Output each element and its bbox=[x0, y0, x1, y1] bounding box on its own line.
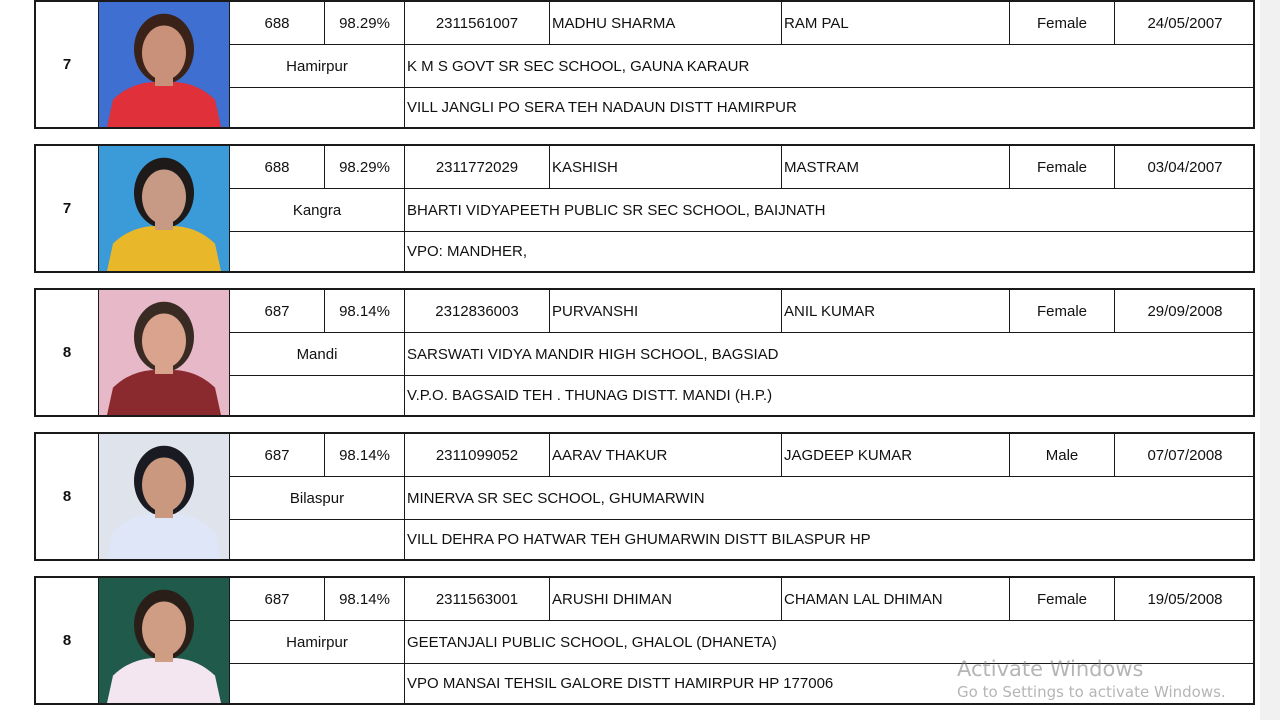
marks-cell: 687 bbox=[230, 434, 325, 477]
empty-cell bbox=[230, 376, 405, 415]
district-cell: Hamirpur bbox=[230, 621, 405, 664]
address-cell: VILL JANGLI PO SERA TEH NADAUN DISTT HAMIRPUR bbox=[407, 99, 797, 116]
roll-number-cell: 2311561007 bbox=[405, 2, 550, 45]
portrait-icon bbox=[99, 578, 229, 703]
district-cell: Hamirpur bbox=[230, 45, 405, 88]
district-cell: Kangra bbox=[230, 189, 405, 232]
student-photo bbox=[99, 2, 230, 127]
student-photo bbox=[99, 146, 230, 271]
percentage-cell: 98.14% bbox=[325, 434, 405, 477]
student-photo bbox=[99, 290, 230, 415]
student-name-cell: KASHISH bbox=[550, 146, 782, 189]
student-name-cell: AARAV THAKUR bbox=[550, 434, 782, 477]
roll-number-cell: 2312836003 bbox=[405, 290, 550, 333]
student-record bbox=[34, 0, 1255, 129]
page-edge bbox=[1260, 0, 1280, 720]
dob-cell: 24/05/2007 bbox=[1115, 2, 1255, 45]
percentage-cell: 98.29% bbox=[325, 146, 405, 189]
father-name-cell: MASTRAM bbox=[782, 146, 1010, 189]
gender-cell: Female bbox=[1010, 146, 1115, 189]
marks-cell: 688 bbox=[230, 2, 325, 45]
address-cell: VPO: MANDHER, bbox=[407, 243, 528, 260]
rank-cell: 7 bbox=[36, 2, 99, 127]
father-name-cell: RAM PAL bbox=[782, 2, 1010, 45]
gender-cell: Female bbox=[1010, 290, 1115, 333]
school-cell: GEETANJALI PUBLIC SCHOOL, GHALOL (DHANETA) bbox=[405, 621, 1255, 664]
father-name-cell: JAGDEEP KUMAR bbox=[782, 434, 1010, 477]
gender-cell: Female bbox=[1010, 2, 1115, 45]
father-name-cell: ANIL KUMAR bbox=[782, 290, 1010, 333]
student-photo bbox=[99, 434, 230, 559]
percentage-cell: 98.14% bbox=[325, 578, 405, 621]
school-cell: SARSWATI VIDYA MANDIR HIGH SCHOOL, BAGSIAD bbox=[405, 333, 1255, 376]
rank-cell: 7 bbox=[36, 146, 99, 271]
gender-cell: Female bbox=[1010, 578, 1115, 621]
empty-cell bbox=[230, 88, 405, 127]
district-cell: Mandi bbox=[230, 333, 405, 376]
dob-cell: 29/09/2008 bbox=[1115, 290, 1255, 333]
student-record bbox=[34, 144, 1255, 273]
student-name-cell: MADHU SHARMA bbox=[550, 2, 782, 45]
rank-cell: 8 bbox=[36, 578, 99, 703]
roll-number-cell: 2311563001 bbox=[405, 578, 550, 621]
empty-cell bbox=[230, 664, 405, 703]
student-name-cell: PURVANSHI bbox=[550, 290, 782, 333]
district-cell: Bilaspur bbox=[230, 477, 405, 520]
student-record bbox=[34, 432, 1255, 561]
watermark-subtitle: Go to Settings to activate Windows. bbox=[957, 683, 1226, 701]
watermark-title: Activate Windows bbox=[957, 657, 1144, 681]
empty-cell bbox=[230, 232, 405, 271]
percentage-cell: 98.14% bbox=[325, 290, 405, 333]
student-name-cell: ARUSHI DHIMAN bbox=[550, 578, 782, 621]
student-record bbox=[34, 576, 1255, 705]
portrait-icon bbox=[99, 434, 229, 559]
marks-cell: 688 bbox=[230, 146, 325, 189]
dob-cell: 03/04/2007 bbox=[1115, 146, 1255, 189]
roll-number-cell: 2311099052 bbox=[405, 434, 550, 477]
portrait-icon bbox=[99, 2, 229, 127]
dob-cell: 07/07/2008 bbox=[1115, 434, 1255, 477]
marks-cell: 687 bbox=[230, 290, 325, 333]
portrait-icon bbox=[99, 146, 229, 271]
portrait-icon bbox=[99, 290, 229, 415]
school-cell: K M S GOVT SR SEC SCHOOL, GAUNA KARAUR bbox=[405, 45, 1255, 88]
address-cell: VILL DEHRA PO HATWAR TEH GHUMARWIN DISTT BILASPUR HP bbox=[407, 531, 871, 548]
empty-cell bbox=[230, 520, 405, 559]
address-cell: VPO MANSAI TEHSIL GALORE DISTT HAMIRPUR HP 177006 bbox=[407, 675, 834, 692]
address-cell: V.P.O. BAGSAID TEH . THUNAG DISTT. MANDI (H.P.) bbox=[407, 387, 773, 404]
rank-cell: 8 bbox=[36, 290, 99, 415]
dob-cell: 19/05/2008 bbox=[1115, 578, 1255, 621]
marks-cell: 687 bbox=[230, 578, 325, 621]
percentage-cell: 98.29% bbox=[325, 2, 405, 45]
gender-cell: Male bbox=[1010, 434, 1115, 477]
rank-cell: 8 bbox=[36, 434, 99, 559]
school-cell: MINERVA SR SEC SCHOOL, GHUMARWIN bbox=[405, 477, 1255, 520]
student-record bbox=[34, 288, 1255, 417]
father-name-cell: CHAMAN LAL DHIMAN bbox=[782, 578, 1010, 621]
school-cell: BHARTI VIDYAPEETH PUBLIC SR SEC SCHOOL, BAIJNATH bbox=[405, 189, 1255, 232]
student-photo bbox=[99, 578, 230, 703]
roll-number-cell: 2311772029 bbox=[405, 146, 550, 189]
